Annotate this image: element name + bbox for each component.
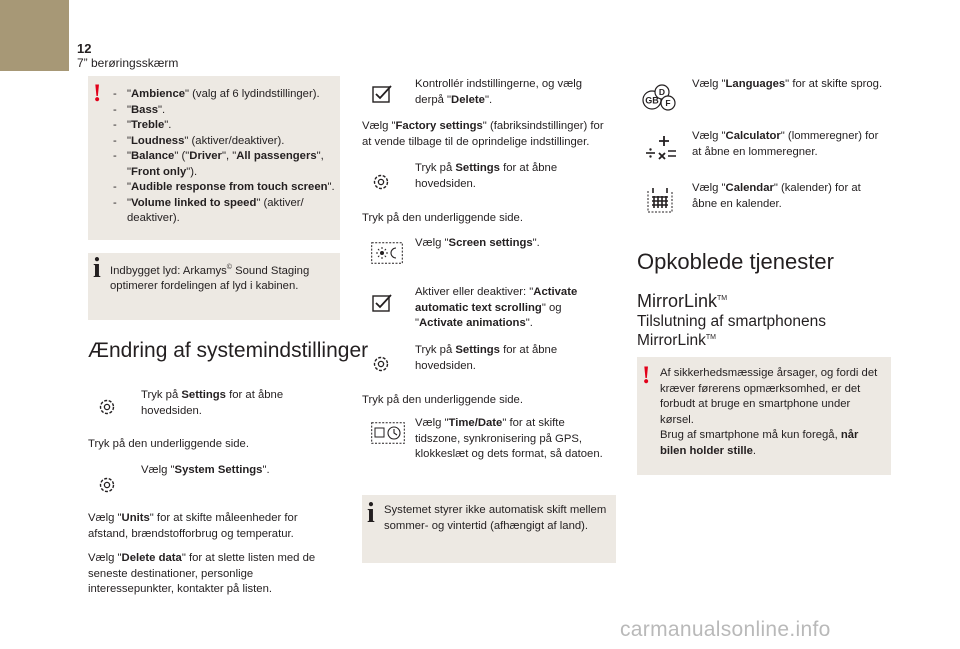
checkbox-icon [371, 292, 393, 314]
calendar-icon [645, 186, 675, 214]
time-date-text: Vælg "Time/Date" for at skifte tidszone, synkronisering på GPS, klokkeslæt og dets format, så datoen. [415, 417, 603, 460]
list-item: - "Treble". [113, 118, 337, 134]
gear-icon [97, 397, 117, 417]
subheading-mirrorlink: MirrorLink™ [637, 291, 728, 311]
calendar-text: Vælg "Calendar" (kalender) for at åbne en kalender. [692, 182, 861, 210]
gear-icon [97, 475, 117, 495]
section-heading-connected-services: Opkoblede tjenester [637, 249, 834, 274]
svg-text:GB: GB [645, 95, 659, 106]
clock-icon [371, 422, 405, 444]
gear-icon [371, 354, 391, 374]
tap-settings-text: Tryk på Settings for at åbne hovedsiden. [141, 389, 284, 417]
warning-icon: ! [642, 362, 651, 389]
svg-text:F: F [665, 98, 671, 108]
watermark: carmanualsonline.info [620, 618, 831, 641]
activate-scrolling-text: Aktiver eller deaktiver: "Activate automatic text scrolling" og "Activate animations". [415, 286, 578, 329]
info-icon: i [367, 498, 375, 529]
section-title: 7” berøringsskærm [77, 56, 179, 70]
svg-text:D: D [658, 87, 666, 97]
checkbox-icon [371, 83, 393, 105]
screen-settings-text: Vælg "Screen settings". [415, 237, 540, 249]
chapter-tab [0, 0, 69, 71]
list-item: - "Loudness" (aktiver/deaktiver). [113, 134, 337, 150]
lower-page-text: Tryk på den underliggende side. [88, 438, 249, 450]
tap-settings-text: Tryk på Settings for at åbne hovedsiden. [415, 344, 558, 372]
subheading-smartphone-connection: Tilslutning af smartphonens MirrorLink™ [637, 313, 826, 350]
brightness-icon [371, 242, 403, 264]
dst-info: Systemet styrer ikke automatisk skift mellem sommer- og vintertid (afhængigt af land). [384, 504, 607, 532]
language-icon [640, 84, 678, 112]
gear-icon [371, 172, 391, 192]
page-number: 12 [77, 41, 92, 56]
select-system-settings: Vælg "System Settings". [141, 464, 270, 476]
units-text: Vælg "Units" for at skifte måleenheder for afstand, brændstofforbrug og temperatur. [88, 512, 298, 540]
audio-settings-list [113, 87, 337, 227]
delete-data-text: Vælg "Delete data" for at slette listen med de seneste destinationer, personlige interessepunkter, kontakter på listen. [88, 552, 316, 595]
list-item: - "Ambience" (valg af 6 lydindstillinger). [113, 87, 337, 103]
list-item: - "Audible response from touch screen". [113, 180, 337, 196]
arkamys-info: Indbygget lyd: Arkamys© Sound Staging optimerer fordelingen af lyd i kabinen. [110, 264, 310, 293]
smartphone-warning: Af sikkerhedsmæssige årsager, og fordi det kræver førerens opmærksomhed, er det forbudt at bruge en smartphone under kørsel. Brug af smartphone må kun foregå, når bilen holder stille. [660, 367, 878, 457]
section-heading-system-settings: Ændring af systemindstillinger [88, 339, 369, 362]
factory-settings-text: Vælg "Factory settings" (fabriksindstillinger) for at vende tilbage til de oprindelige indstillinger. [362, 120, 604, 148]
list-item: - "Volume linked to speed" (aktiver/ deaktiver). [113, 196, 337, 227]
languages-text: Vælg "Languages" for at skifte sprog. [692, 78, 883, 90]
warning-icon: ! [93, 80, 102, 107]
lower-page-text: Tryk på den underliggende side. [362, 394, 523, 406]
calculator-icon [644, 134, 678, 164]
list-item: - "Bass". [113, 103, 337, 119]
info-icon: i [93, 253, 101, 284]
tap-settings-text: Tryk på Settings for at åbne hovedsiden. [415, 162, 558, 190]
list-item: - "Balance" ("Driver", "All passengers", "Front only"). [113, 149, 337, 180]
check-delete-text: Kontrollér indstillingerne, og vælg derpå "Delete". [415, 78, 583, 106]
lower-page-text: Tryk på den underliggende side. [362, 212, 523, 224]
calculator-text: Vælg "Calculator" (lommeregner) for at åbne en lommeregner. [692, 130, 879, 158]
